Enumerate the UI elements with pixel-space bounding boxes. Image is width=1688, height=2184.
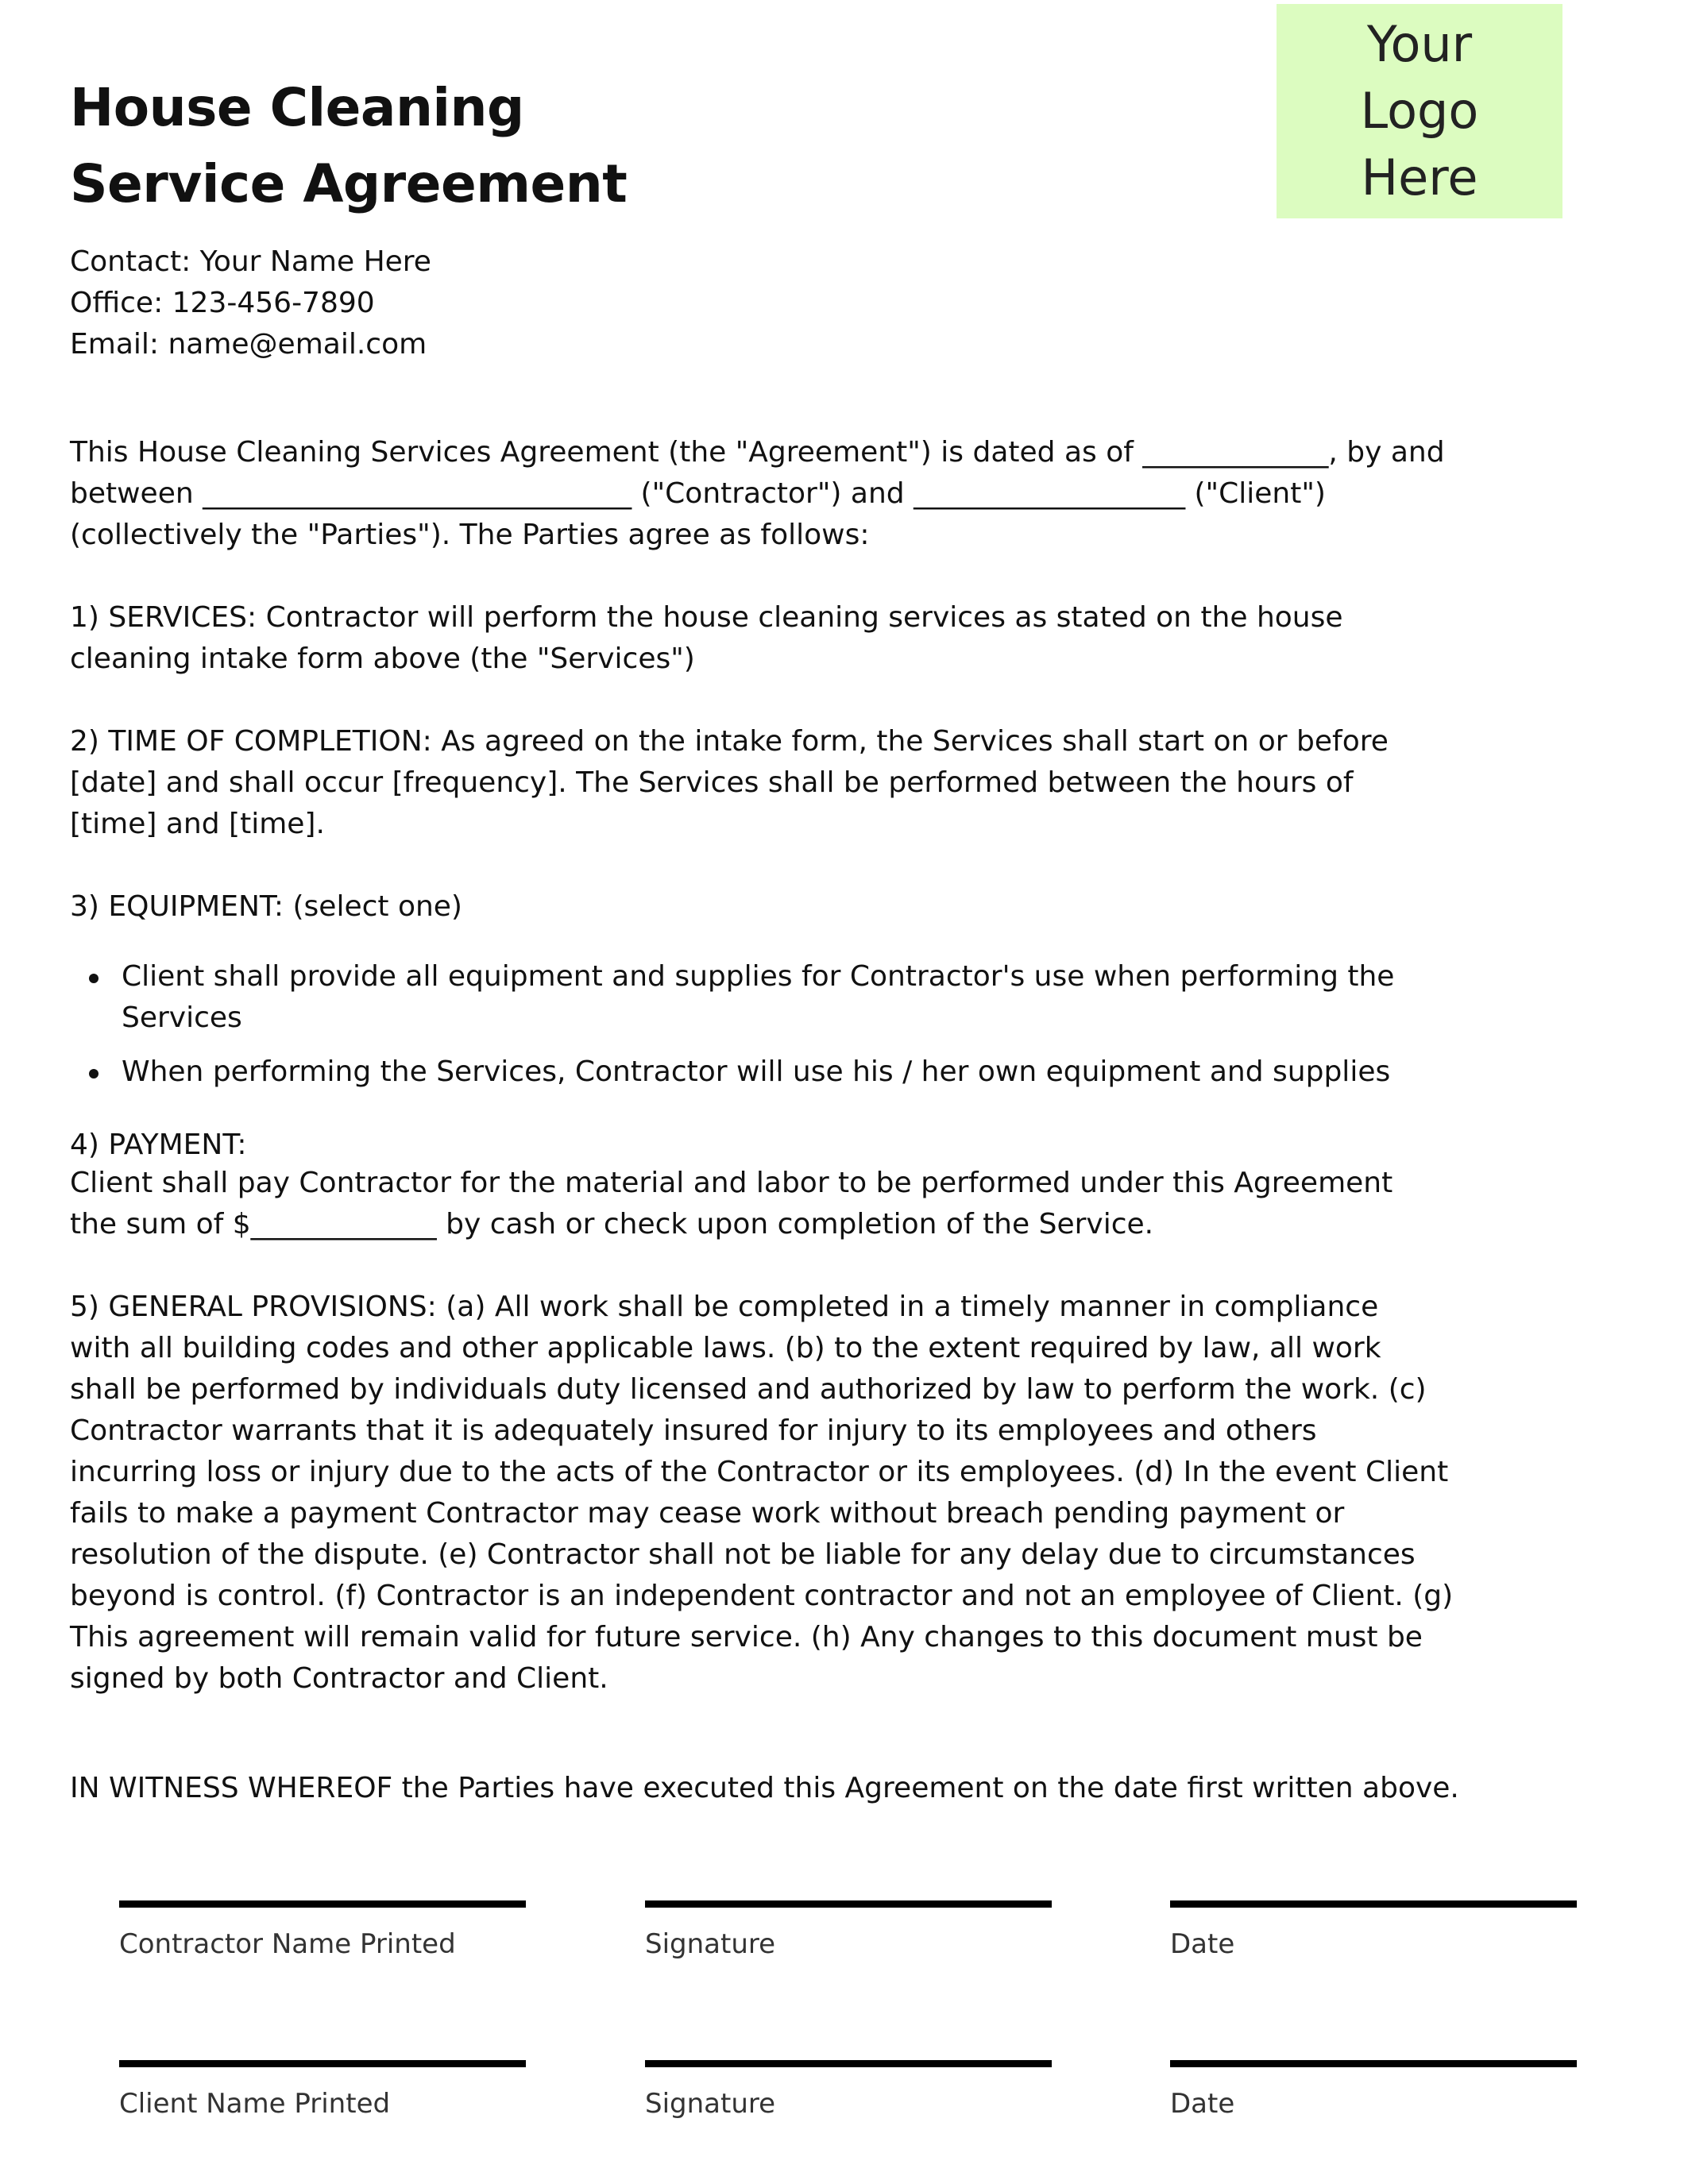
text-line: 1) SERVICES: Contractor will perform the house cleaning services as stated on the house xyxy=(70,601,1343,634)
text-line: beyond is control. (f) Contractor is an independent contractor and not an employee of Client. (g) xyxy=(70,1580,1454,1612)
client-signature-line[interactable] xyxy=(645,2060,1052,2067)
client-name-label: Client Name Printed xyxy=(119,2088,391,2120)
contractor-name-line[interactable] xyxy=(119,1900,526,1908)
title-line: Service Agreement xyxy=(70,153,628,214)
document-title xyxy=(70,70,627,222)
contractor-date-line[interactable] xyxy=(1170,1900,1577,1908)
text-line: cleaning intake form above (the "Services") xyxy=(70,642,695,675)
intro-paragraph xyxy=(70,432,1579,556)
text-line: 2) TIME OF COMPLETION: As agreed on the intake form, the Services shall start on or before xyxy=(70,725,1389,758)
equipment-option-client xyxy=(70,956,1579,1039)
text-line: fails to make a payment Contractor may cease work without breach pending payment or xyxy=(70,1497,1345,1530)
payment-heading: 4) PAYMENT: xyxy=(70,1129,247,1161)
text-line: resolution of the dispute. (e) Contractor shall not be liable for any delay due to circumstances xyxy=(70,1538,1416,1571)
logo-line: Here xyxy=(1361,149,1478,206)
services-section xyxy=(70,597,1579,680)
text-line: Client shall pay Contractor for the material and labor to be performed under this Agreement xyxy=(70,1167,1393,1199)
contact-email: Email: name@email.com xyxy=(70,328,427,361)
contractor-signature-line[interactable] xyxy=(645,1900,1052,1908)
text-line: Contractor warrants that it is adequately insured for injury to its employees and others xyxy=(70,1414,1317,1447)
text-line: with all building codes and other applicable laws. (b) to the extent required by law, all work xyxy=(70,1332,1381,1364)
witness-text: IN WITNESS WHEREOF the Parties have executed this Agreement on the date first written above. xyxy=(70,1772,1459,1804)
contractor-signature-label: Signature xyxy=(645,1928,776,1960)
text-line: [time] and [time]. xyxy=(70,808,325,840)
text-line: Client shall provide all equipment and supplies for Contractor's use when performing the xyxy=(122,960,1395,993)
contractor-date-label: Date xyxy=(1170,1928,1235,1960)
text-line: between ______________________________ ("Contractor") and ___________________ ("Client") xyxy=(70,477,1326,510)
equipment-heading xyxy=(70,886,1579,928)
equipment-option-contractor xyxy=(70,1051,1579,1093)
logo-line: Logo xyxy=(1360,82,1479,140)
contact-name: Contact: Your Name Here xyxy=(70,245,431,278)
text-line: [date] and shall occur [frequency]. The Services shall be performed between the hours of xyxy=(70,766,1354,799)
contact-office: Office: 123-456-7890 xyxy=(70,287,375,319)
text-line: This agreement will remain valid for future service. (h) Any changes to this document must be xyxy=(70,1621,1423,1653)
contractor-name-label: Contractor Name Printed xyxy=(119,1928,456,1960)
witness-statement xyxy=(70,1768,1579,1809)
text-line: (collectively the "Parties"). The Parties agree as follows: xyxy=(70,519,870,551)
contact-info xyxy=(70,241,431,365)
text-line: Services xyxy=(122,1001,242,1034)
logo-line: Your xyxy=(1366,15,1473,73)
text-line: When performing the Services, Contractor will use his / her own equipment and supplies xyxy=(122,1055,1391,1088)
text-line: incurring loss or injury due to the acts of the Contractor or its employees. (d) In the event Client xyxy=(70,1456,1449,1488)
equipment-heading-text: 3) EQUIPMENT: (select one) xyxy=(70,890,462,923)
text-line: This House Cleaning Services Agreement (the "Agreement") is dated as of _____________, by and xyxy=(70,436,1445,469)
client-date-line[interactable] xyxy=(1170,2060,1577,2067)
text-line: signed by both Contractor and Client. xyxy=(70,1662,608,1695)
time-of-completion-section xyxy=(70,721,1579,845)
equipment-options xyxy=(70,956,1579,1093)
client-signature-label: Signature xyxy=(645,2088,776,2120)
client-name-line[interactable] xyxy=(119,2060,526,2067)
title-line: House Cleaning xyxy=(70,77,524,138)
logo-placeholder xyxy=(1277,4,1562,218)
client-date-label: Date xyxy=(1170,2088,1235,2120)
text-line: shall be performed by individuals duty licensed and authorized by law to perform the work. (c) xyxy=(70,1373,1427,1406)
text-line: 5) GENERAL PROVISIONS: (a) All work shall be completed in a timely manner in compliance xyxy=(70,1291,1379,1323)
payment-section xyxy=(70,1128,1579,1245)
general-provisions-section xyxy=(70,1287,1579,1700)
text-line: the sum of $_____________ by cash or check upon completion of the Service. xyxy=(70,1208,1154,1241)
